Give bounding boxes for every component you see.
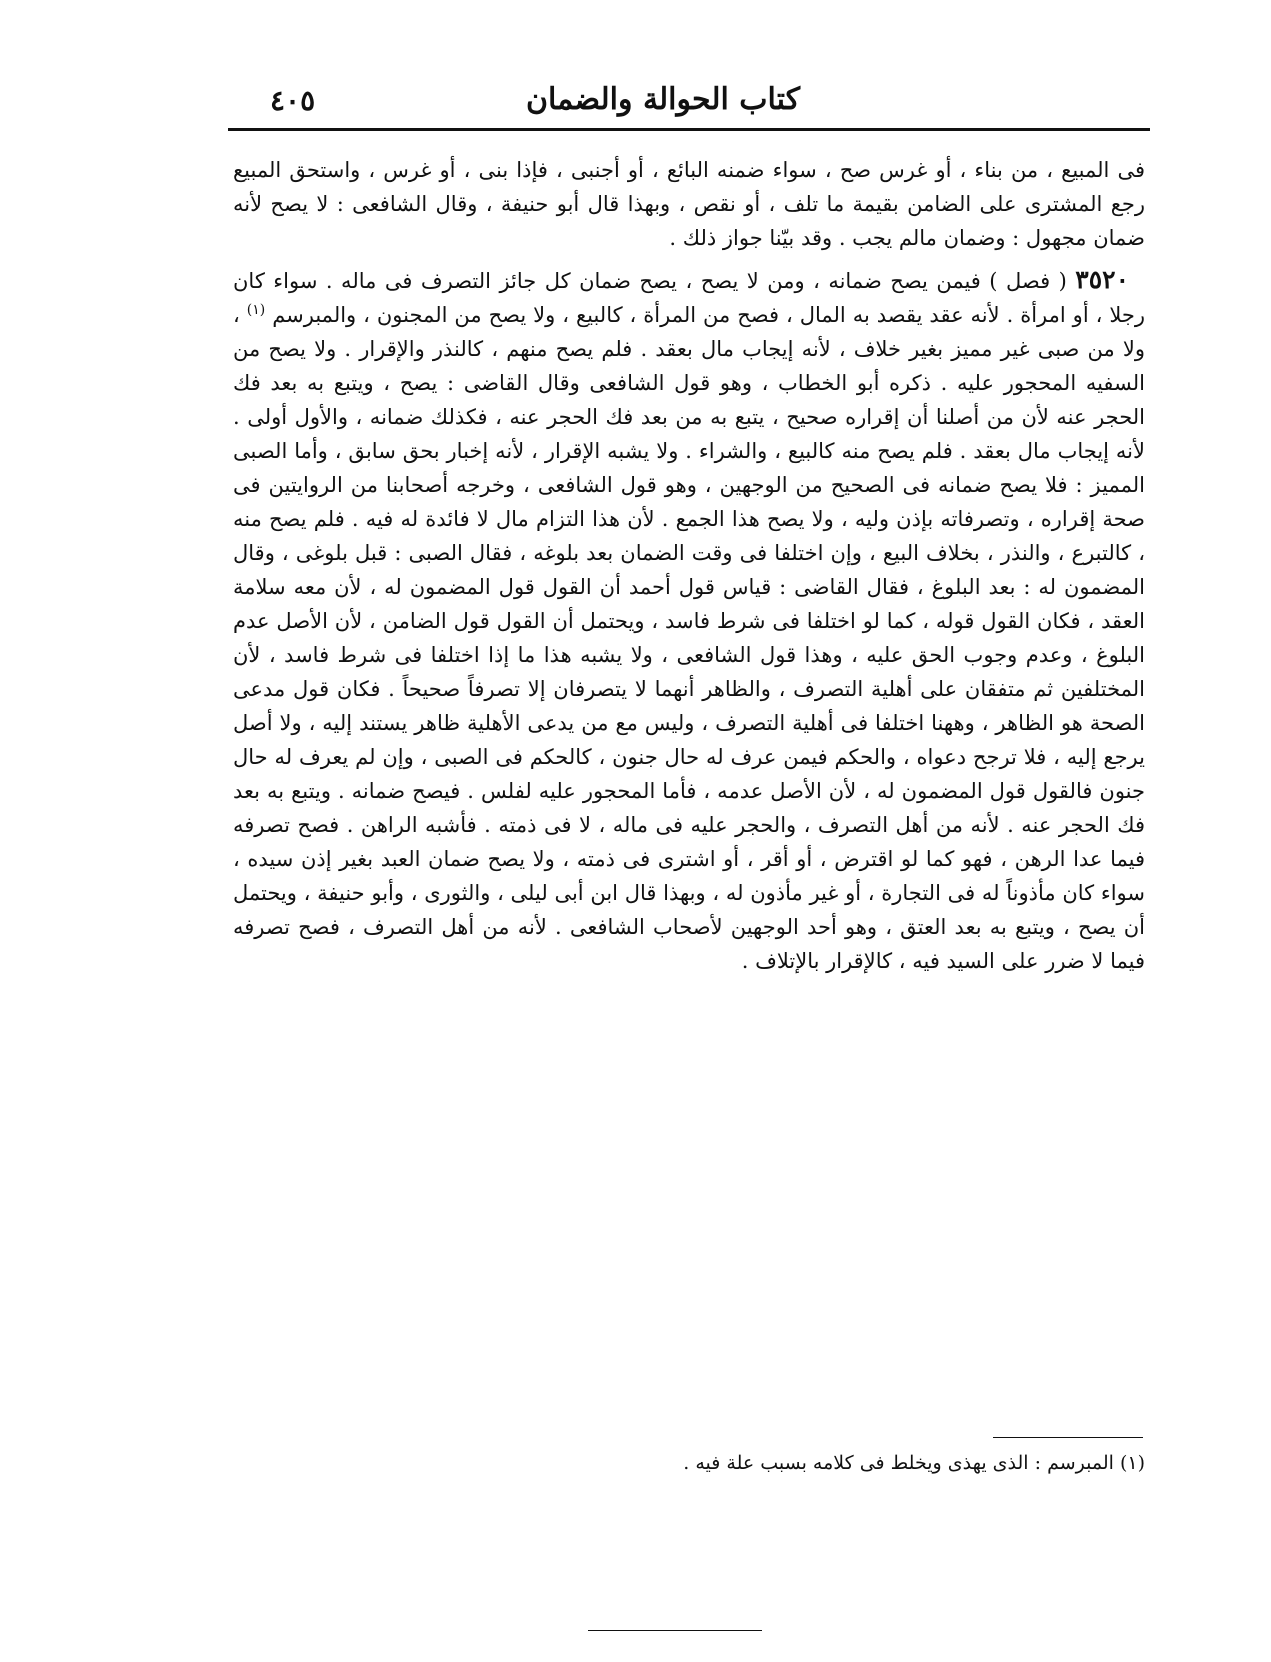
paragraph-continuation: فى المبيع ، من بناء ، أو غرس صح ، سواء ضمنه البائع ، أو أجنبى ، فإذا بنى ، أو غرس ، واستحق المبيع رجع المشترى على الضامن بقيمة ما تلف ، أو نقص ، وبهذا قال أبو حنيفة ، وقال الشافعى : لا يصح لأنه ضمان مجهول : وضمان مالم يجب . وقد بيّنا جواز ذلك . <box>233 158 1145 250</box>
section-number: ٣٥٢٠ <box>1075 265 1129 294</box>
footnote: (١) المبرسم : الذى يهذى ويخلط فى كلامه بسبب علة فيه . <box>683 1452 1145 1474</box>
section-text-rest: ، ولا من صبى غير مميز بغير خلاف ، لأنه إيجاب مال بعقد . فلم يصح منهم ، كالنذر والإقرار . ولا يصح من السفيه المحجور عليه . ذكره أبو الخطاب ، وهو قول الشافعى وقال القاضى : يصح ، ويتبع به بعد فك الحجر عنه لأن من أصلنا أن إقراره صحيح ، يتبع به من بعد فك الحجر عنه ، فكذلك ضمانه ، والأول أولى . لأنه إيجاب مال بعقد . فلم يصح منه كالبيع ، والشراء . ولا يشبه الإقرار ، لأنه إخبار بحق سابق ، وأما الصبى المميز : فلا يصح ضمانه فى الصحيح من الوجهين ، وهو قول الشافعى ، وخرجه أصحابنا من الروايتين فى صحة إقراره ، وتصرفاته بإذن وليه ، ولا يصح هذا الجمع . لأن هذا التزام مال لا فائدة له فيه . فلم يصح منه ، كالتبرع ، والنذر ، بخلاف البيع ، وإن اختلفا فى وقت الضمان بعد بلوغه ، فقال الصبى : قبل بلوغى ، وقال المضمون له : بعد البلوغ ، فقال القاضى : قياس قول أحمد أن القول قول المضمون له ، لأن معه سلامة العقد ، فكان القول قوله ، كما لو اختلفا فى شرط فاسد ، ويحتمل أن القول قول الضامن ، لأن الأصل عدم البلوغ ، وعدم وجوب الحق عليه ، وهذا قول الشافعى ، ولا يشبه هذا ما إذا اختلفا فى شرط فاسد ، لأن المختلفين ثم متفقان على أهلية التصرف ، والظاهر أنهما لا يتصرفان إلا تصرفاً صحيحاً . فكان قول مدعى الصحة هو الظاهر ، وههنا اختلفا فى أهلية التصرف ، وليس مع من يدعى الأهلية ظاهر يستند إليه ، ولا أصل يرجع إليه ، فلا ترجح دعواه ، والحكم فيمن عرف له حال جنون ، كالحكم فى الصبى ، وإن لم يعرف له حال جنون فالقول قول المضمون له ، لأن الأصل عدمه ، فأما المحجور عليه لفلس . فيصح ضمانه . ويتبع به بعد فك الحجر عنه . لأنه من أهل التصرف ، والحجر عليه فى ماله ، لا فى ذمته . فأشبه الراهن . فصح تصرفه فيما عدا الرهن ، فهو كما لو اقترض ، أو أقر ، أو اشترى فى ذمته ، ولا يصح ضمان العبد بغير إذن سيده ، سواء كان مأذوناً له فى التجارة ، أو غير مأذون له ، وبهذا قال ابن أبى ليلى ، والثورى ، وأبو حنيفة ، ويحتمل أن يصح ، ويتبع به بعد العتق ، وهو أحد الوجهين لأصحاب الشافعى . لأنه من أهل التصرف ، فصح تصرفه فيما لا ضرر على السيد فيه ، كالإقرار بالإتلاف . <box>233 303 1145 973</box>
bottom-divider <box>588 1630 762 1631</box>
chapter-title: كتاب الحوالة والضمان <box>526 82 800 117</box>
footnote-marker: (١) <box>246 302 266 318</box>
running-header <box>230 78 1150 126</box>
section-paragraph <box>233 263 1145 978</box>
header-divider <box>228 128 1150 131</box>
section-text-start: ( فصل ) فيمن يصح ضمانه ، ومن لا يصح ، يصح ضمان كل جائز التصرف فى ماله . سواء كان رجلا ، أو امرأة . لأنه عقد يقصد به المال ، فصح من المرأة ، كالبيع ، ولا يصح من المجنون ، والمبرسم <box>233 269 1145 327</box>
footnote-divider <box>993 1437 1143 1438</box>
page-number: ٤٠٥ <box>270 84 316 117</box>
main-text <box>233 153 1145 978</box>
